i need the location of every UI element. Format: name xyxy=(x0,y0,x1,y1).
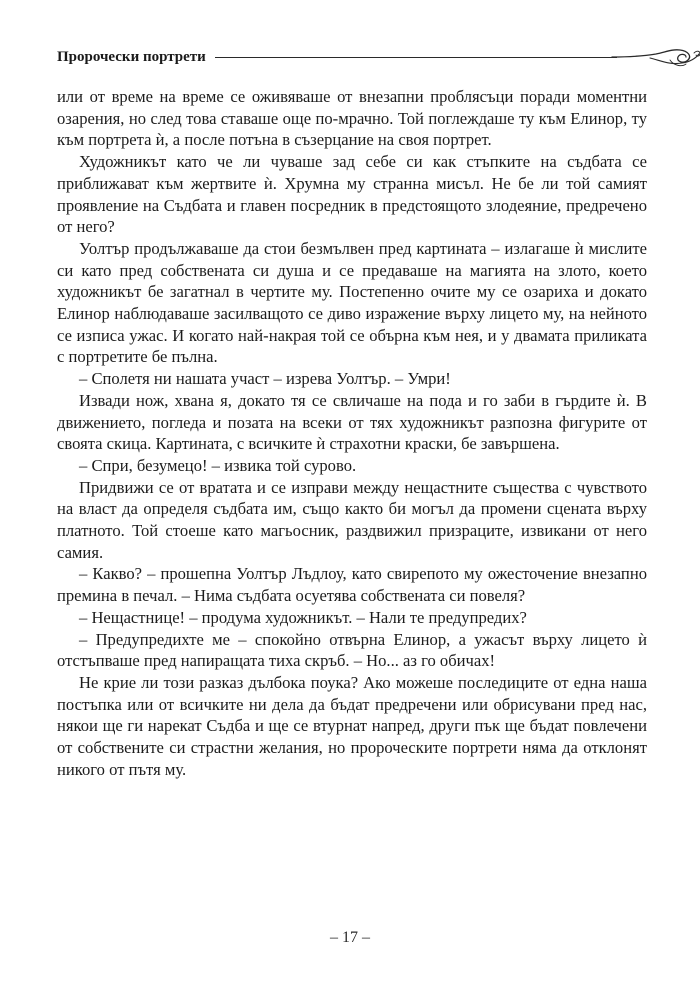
header-rule xyxy=(215,57,617,58)
running-header-title: Пророчески портрети xyxy=(57,49,206,65)
paragraph: Художникът като че ли чуваше зад себе си как стъпките на съдбата се приближават към жертвите ѝ. Хрумна му странна мисъл. Не бе ли той самият проявление на Съдбата и главен посредник в предстоящото злодеяние, предречено от него? xyxy=(57,152,647,237)
paragraph: – Предупредихте ме – спокойно отвърна Елинор, а ужасът върху лицето ѝ отстъпваше пред напиращата тиха скръб. – Но... аз го обичах! xyxy=(57,629,647,671)
running-header xyxy=(57,47,647,71)
paragraph: – Спри, безумецо! – извика той сурово. xyxy=(79,455,357,475)
paragraph: Не крие ли този разказ дълбока поука? Ако можеше последиците от една наша постъпка или от всичките ни дела да бъдат предречени или обрисувани пред нас, някои ще ги нарекат Съдба и ще се втурнат напред, други пък ще бъдат повлечени от собствените си страстни желания, но пророческите портрети няма да отклонят никого от пътя му. xyxy=(57,672,647,779)
paragraph: Уолтър продължаваше да стои безмълвен пред картината – излагаше ѝ мислите си като пред собствената си душа и се предаваше на магията на злото, което художникът бе загатнал в чертите му. Постепенно очите му се озариха и докато Елинор наблюдаваше засилващото се диво изражение върху лицето му, на нейното се изписа ужас. И когато най-накрая той се обърна към нея, и у двамата приликата с портретите бе пълна. xyxy=(57,238,647,367)
paragraph: или от време на време се оживяваше от внезапни проблясъци поради моментни озарения, но след това ставаше още по-мрачно. Той поглеждаше ту към Елинор, ту към портрета ѝ, а после потъна в съзерцание на своя портрет. xyxy=(57,87,647,150)
body-text xyxy=(57,86,647,781)
paragraph: – Сполетя ни нашата участ – изрева Уолтър. – Умри! xyxy=(79,369,451,389)
paragraph: Извади нож, хвана я, докато тя се свличаше на пода и го заби в гърдите ѝ. В движението, погледа и позата на всеки от тях художникът разпозна фигурите от своята скица. Картината, с всичките ѝ страхотни краски, бе завършена. xyxy=(57,390,647,454)
flourish-ornament-icon xyxy=(610,47,700,69)
page-number: – 17 – xyxy=(330,929,370,946)
paragraph: – Нещастнице! – продума художникът. – Нали те предупредих? xyxy=(79,607,527,627)
paragraph: – Какво? – прошепна Уолтър Лъдлоу, като свирепото му ожесточение внезапно премина в печал. – Нима съдбата осуетява собствената си повеля? xyxy=(57,564,647,606)
paragraph: Придвижи се от вратата и се изправи между нещастните същества с чувството на власт да определя съдбата им, също както би могъл да промени сцената върху платното. Той стоеше като магьосник, раздвижил призраците, извикани от него самия. xyxy=(57,477,647,562)
